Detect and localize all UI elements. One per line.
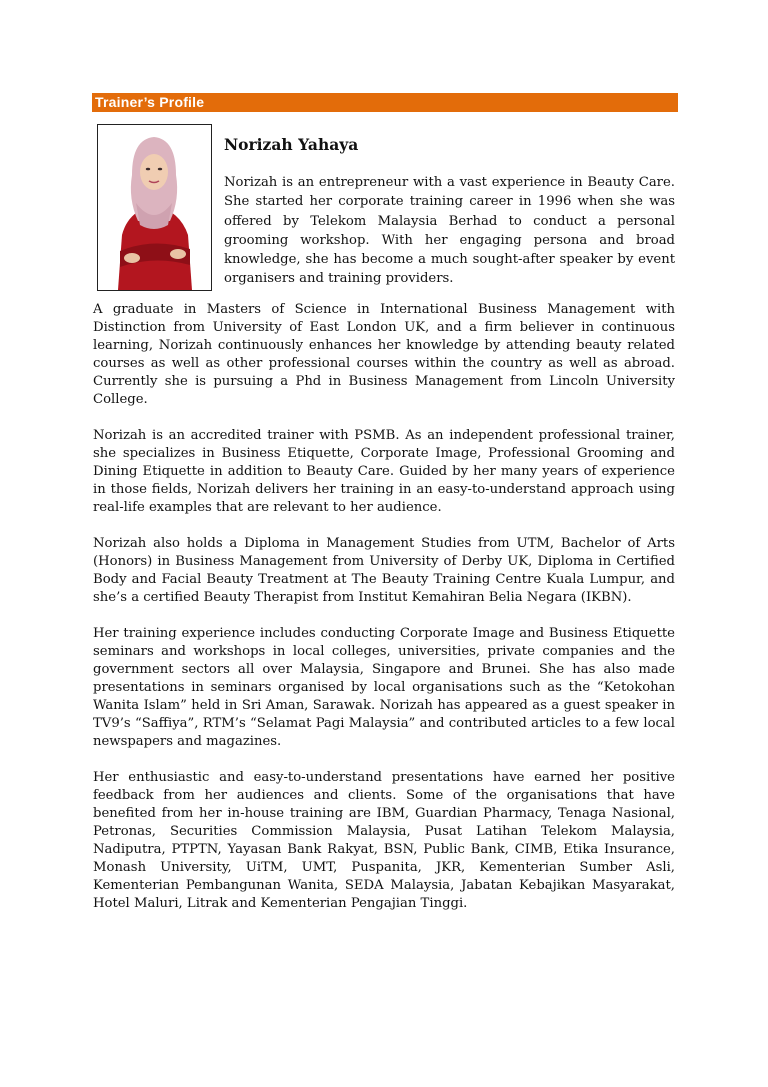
section-title: Trainer’s Profile [95, 94, 205, 110]
paragraph-qualifications: Norizah also holds a Diploma in Management Studies from UTM, Bachelor of Arts (Honors) in Business Management from University of Derby UK, Diploma in Certified Body and Facial Beauty Treatment at The Beauty Training Centre Kuala Lumpur, and she’s a certified Beauty Therapist from Institut Kemahiran Belia Negara (IKBN). [93, 536, 675, 605]
trainer-intro: Norizah is an entrepreneur with a vast experience in Beauty Care. She started her corporate training career in 1996 when she was offered by Telekom Malaysia Berhad to conduct a personal grooming workshop. With her engaging persona and broad knowledge, she has become a much sought-after speaker by event organisers and training providers. [224, 175, 675, 287]
paragraph-experience: Her training experience includes conducting Corporate Image and Business Etiquette seminars and workshops in local colleges, universities, private companies and the government sectors all over Malaysia, Singapore and Brunei. She has also made presentations in seminars organised by local organisations such as the “Ketokohan Wanita Islam” held in Sri Aman, Sarawak. Norizah has appeared as a guest speaker in TV9’s “Saffiya”, RTM’s “Selamat Pagi Malaysia” and contributed articles to a few local newspapers and magazines. [93, 626, 675, 749]
section-header-bar [92, 93, 678, 112]
trainer-photo [97, 124, 212, 291]
portrait-woman-hijab-icon [98, 125, 211, 290]
trainer-name: Norizah Yahaya [224, 135, 359, 154]
profile-body [93, 301, 675, 931]
paragraph-clients: Her enthusiastic and easy-to-understand presentations have earned her positive feedback from her audiences and clients. Some of the organisations that have benefited from her in-house training are IBM, Guardian Pharmacy, Tenaga Nasional, Petronas, Securities Commission Malaysia, Pusat Latihan Telekom Malaysia, Nadiputra, PTPTN, Yayasan Bank Rakyat, BSN, Public Bank, CIMB, Etika Insurance, Monash University, UiTM, UMT, Puspanita, JKR, Kementerian Sumber Asli, Kementerian Pembangunan Wanita, SEDA Malaysia, Jabatan Kebajikan Masyarakat, Hotel Maluri, Litrak and Kementerian Pengajian Tinggi. [93, 770, 675, 911]
paragraph-education: A graduate in Masters of Science in International Business Management with Distinction from University of East London UK, and a firm believer in continuous learning, Norizah continuously enhances her knowledge by attending beauty related courses as well as other professional courses within the country as well as abroad. Currently she is pursuing a Phd in Business Management from Lincoln University College. [93, 302, 675, 407]
paragraph-specialization: Norizah is an accredited trainer with PSMB. As an independent professional trainer, she specializes in Business Etiquette, Corporate Image, Professional Grooming and Dining Etiquette in addition to Beauty Care. Guided by her many years of experience in those fields, Norizah delivers her training in an easy-to-understand approach using real-life examples that are relevant to her audience. [93, 428, 675, 515]
